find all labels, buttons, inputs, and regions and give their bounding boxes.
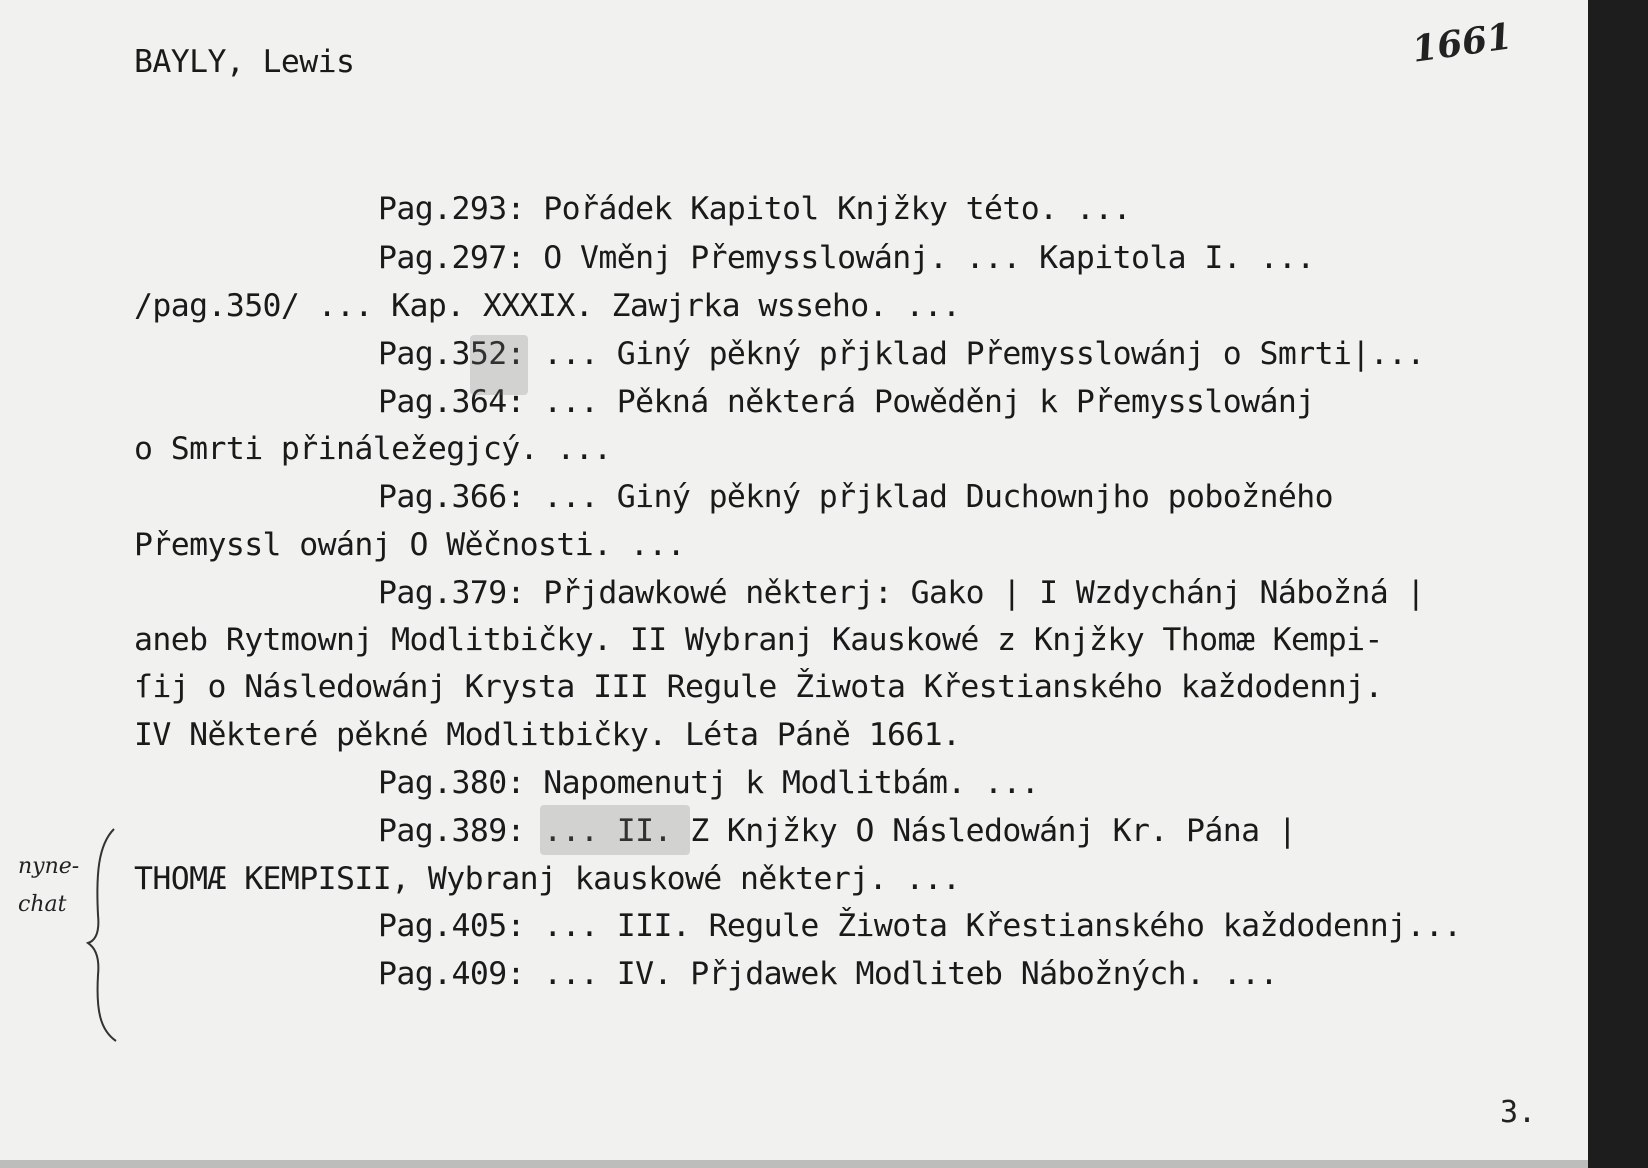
margin-note-line: nyne-	[18, 854, 80, 879]
stain	[470, 335, 528, 395]
margin-brace-icon	[86, 825, 122, 1045]
scan-edge	[1588, 0, 1648, 1168]
entry-line: Pag.409: ... IV. Přjdawek Modliteb Nábožných. ...	[378, 956, 1278, 992]
entry-line: ſij o Následowánj Krysta III Regule Žiwota Křestianského každodennj.	[134, 669, 1383, 705]
margin-note-line: chat	[18, 892, 67, 917]
year-annotation: 1661	[1409, 15, 1515, 71]
card-number: 3.	[1500, 1095, 1537, 1130]
entry-line: Pag.352: ... Giný pěkný přjklad Přemysslowánj o Smrti|...	[378, 336, 1425, 372]
entry-line: Pag.366: ... Giný pěkný přjklad Duchownjho pobožného	[378, 479, 1333, 515]
entry-line: o Smrti přináležegjcý. ...	[134, 431, 612, 467]
entry-line: Pag.389: ... II. Z Knjžky O Následowánj Kr. Pána |	[378, 813, 1297, 849]
entry-line: aneb Rytmownj Modlitbičky. II Wybranj Kauskowé z Knjžky Thomæ Kempi-	[134, 622, 1383, 658]
author-heading: BAYLY, Lewis	[134, 44, 355, 80]
entry-line: Pag.297: O Vměnj Přemysslowánj. ... Kapitola I. ...	[378, 240, 1315, 276]
entry-line: IV Některé pěkné Modlitbičky. Léta Páně 1661.	[134, 717, 961, 753]
entry-line: THOMÆ KEMPISII, Wybranj kauskowé některj. ...	[134, 861, 961, 897]
entry-line: /pag.350/ ... Kap. XXXIX. Zawjrka wsseho. ...	[134, 288, 961, 324]
entry-line: Pag.405: ... III. Regule Žiwota Křestianského každodennj...	[378, 908, 1462, 944]
margin-note	[18, 848, 79, 924]
entry-line: Pag.293: Pořádek Kapitol Knjžky této. ...	[378, 191, 1131, 227]
stain	[540, 805, 690, 855]
entry-line: Pag.379: Přjdawkowé některj: Gako | I Wzdychánj Nábožná |	[378, 575, 1425, 611]
entry-line: Pag.364: ... Pěkná některá Powěděnj k Přemysslowánj	[378, 384, 1315, 420]
scan-bottom-edge	[0, 1160, 1588, 1168]
entry-line: Přemyssl owánj O Wěčnosti. ...	[134, 527, 685, 563]
entry-line: Pag.380: Napomenutj k Modlitbám. ...	[378, 765, 1040, 801]
